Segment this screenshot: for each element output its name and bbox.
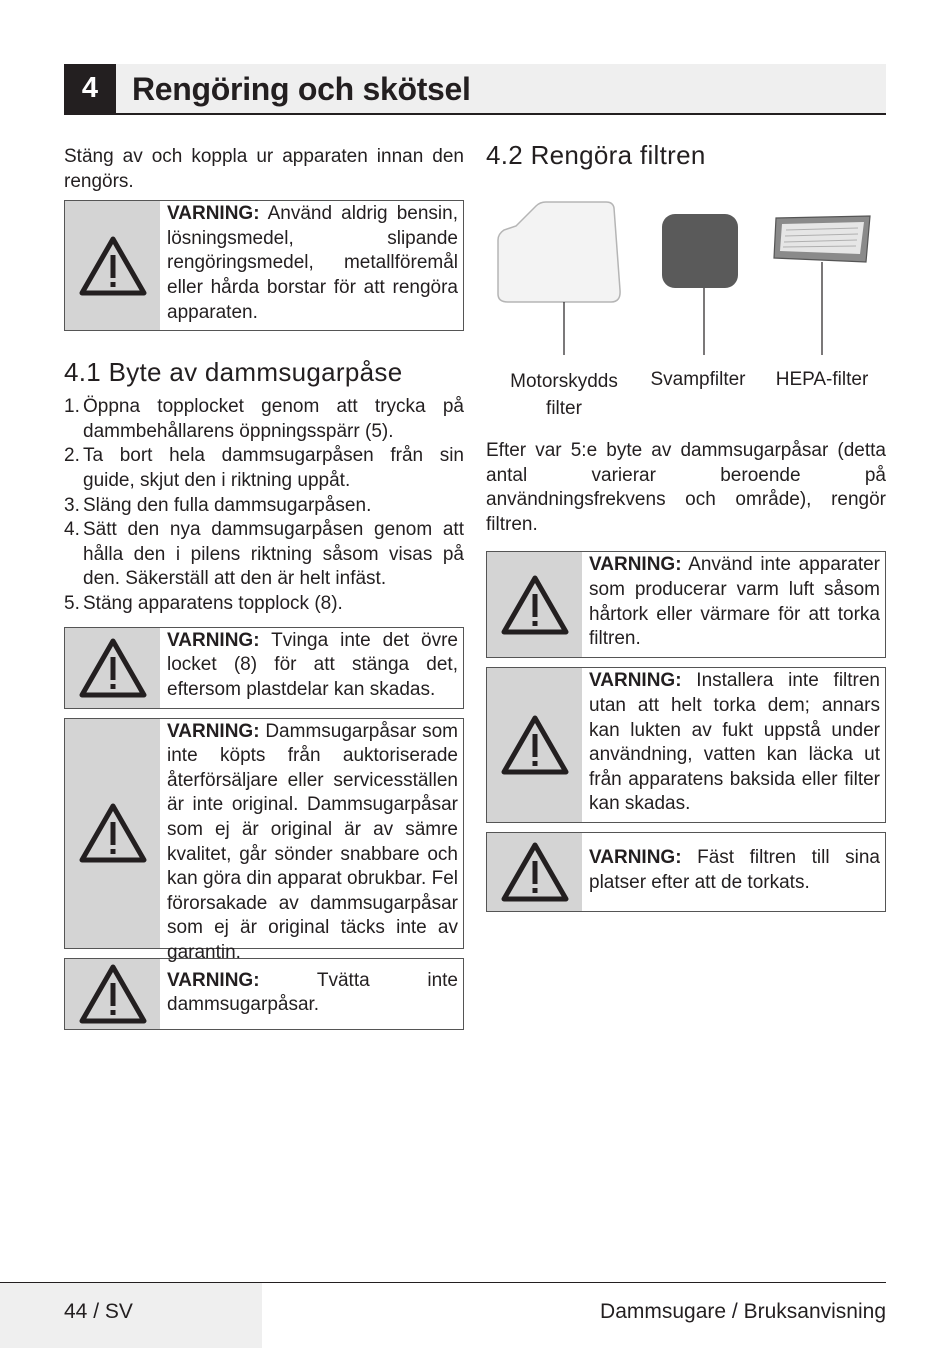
warning-label: VARNING: [167,203,260,225]
warning-icon-panel [65,201,160,330]
step-text: Släng den fulla dammsugarpåsen. [83,494,372,516]
warning-triangle-icon [78,963,148,1025]
warning-box [64,200,464,331]
filter-illustration [486,190,886,442]
warning-icon-panel [65,959,160,1029]
warning-triangle-icon [78,637,148,699]
sponge-filter-label: Svampfilter [650,369,746,390]
sponge-filter-icon [662,214,738,288]
document-title: Dammsugare / Bruksanvisning [600,1300,886,1323]
list-item [64,592,464,617]
step-number: 5. [64,592,80,614]
step-number: 1. [64,396,80,418]
step-list [64,395,464,616]
warning-box [486,551,886,658]
warning-body: Använd inte apparater som producerar varm luft såsom hårtork eller värmare för att torka filtren. [589,554,880,650]
right-column [486,140,886,912]
warning-body: Fäst filtren till sina platser efter att de torkats. [589,847,880,893]
warning-box [64,627,464,709]
warning-body: Tvinga inte det övre locket (8) för att stänga det, eftersom plastdelar kan skadas. [167,629,458,700]
step-text: Sätt den nya dammsugarpåsen genom att hålla den i pilens riktning såsom visas på den. Säkerställ att den är helt infäst. [83,519,464,590]
filter-intro-text: Efter var 5:e byte av dammsugarpåsar (detta antal varierar beroende på användningsfrekvens och område), rengör filtren. [486,440,886,535]
warning-box [486,832,886,912]
filters-drawing [486,190,886,370]
chapter-title: Rengöring och skötsel [132,71,471,107]
warning-box [64,718,464,963]
page-number: 44 / SV [64,1300,133,1323]
step-number: 3. [64,494,80,516]
warning-text [160,628,463,708]
list-item [64,518,464,592]
chapter-header [64,64,886,115]
section-title-4-1: 4.1 Byte av dammsugarpåse [64,357,403,388]
warning-body: Använd aldrig bensin, lösningsmedel, slipande rengöringsmedel, metallföremål eller hårda borstar för att rengöra apparaten. [167,203,458,323]
list-item [64,494,464,519]
left-column [64,145,464,1030]
warning-label: VARNING: [589,847,682,869]
chapter-number: 4 [64,64,116,113]
step-number: 2. [64,445,80,467]
warning-triangle-icon [500,841,570,903]
warning-body: Tvätta inte dammsugarpåsar. [167,969,458,1016]
warning-icon-panel [487,833,582,911]
warning-label: VARNING: [589,670,682,692]
warning-triangle-icon [78,802,148,864]
warning-icon-panel [65,719,160,948]
warning-text [160,201,463,330]
warning-triangle-icon [500,714,570,776]
warning-box [486,667,886,823]
warning-triangle-icon [78,235,148,297]
warning-triangle-icon [500,574,570,636]
warning-body: Installera inte filtren utan att helt torka dem; annars kan lukten av fukt uppstå under användning, vatten kan läcka ut från apparatens baksida eller filter kan skadas. [589,670,880,815]
warning-label: VARNING: [167,720,260,742]
warning-text [160,959,463,1029]
step-text: Öppna topplocket genom att trycka på dammbehållarens öppningsspärr (5). [83,396,464,442]
intro-text: Stäng av och koppla ur apparaten innan den rengörs. [64,146,464,192]
warning-text [582,552,885,657]
warning-box [64,958,464,1030]
warning-body: Dammsugarpåsar som inte köpts från auktoriserade återförsäljare eller servicesställen är inte original. Dammsugarpåsar som ej är original är av sämre kvalitet, går sönder snabbare och kan göra din apparat obrukbar. Fel förorsakade av dammsugarpåsar som ej är original täcks inte av garantin. [167,720,458,963]
hepa-filter-icon [774,216,870,262]
warning-icon-panel [65,628,160,708]
warning-icon-panel [487,668,582,822]
step-number: 4. [64,519,80,541]
warning-text [160,719,463,963]
section-title-4-2: 4.2 Rengöra filtren [486,140,706,170]
warning-label: VARNING: [167,629,260,651]
warning-text [582,833,885,911]
step-text: Ta bort hela dammsugarpåsen från sin guide, skjut den i riktning uppåt. [83,445,464,491]
motor-filter-label: Motorskydds filter [510,371,618,419]
hepa-filter-label: HEPA-filter [775,369,869,390]
motor-filter-icon [498,202,620,302]
warning-label: VARNING: [167,969,260,991]
warning-text [582,668,885,822]
list-item [64,444,464,493]
warning-label: VARNING: [589,554,682,576]
list-item [64,395,464,444]
warning-icon-panel [487,552,582,657]
step-text: Stäng apparatens topplock (8). [83,592,343,614]
